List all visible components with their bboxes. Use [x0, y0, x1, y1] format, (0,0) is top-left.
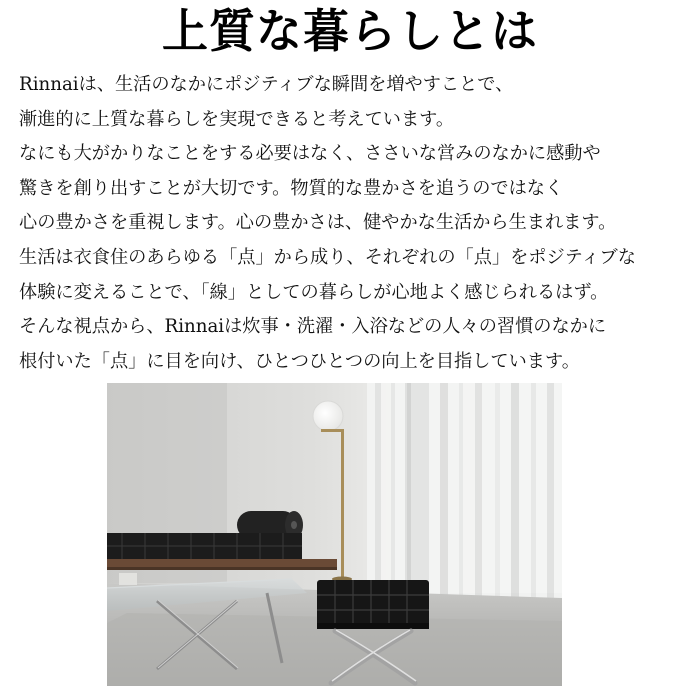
paragraph-line: 根付いた「点」に目を向け、ひとつひとつの向上を目指しています。 — [19, 350, 580, 372]
paragraph-line: 体験に変えることで、「線」としての暮らしが心地よく感じられるはず。 — [19, 281, 609, 303]
interior-photo — [107, 383, 562, 686]
curtain — [367, 383, 562, 608]
paragraph-line: 漸進的に上質な暮らしを実現できると考えています。 — [19, 108, 455, 130]
paragraph-line: 心の豊かさを重視します。心の豊かさは、健やかな生活から生まれます。 — [19, 212, 617, 234]
paragraph-line: そんな視点から、Rinnaiは炊事・洗濯・入浴などの人々の習慣のなかに — [19, 316, 607, 338]
interior-photo-illustration — [107, 383, 562, 686]
body-paragraph — [19, 68, 699, 379]
paragraph-line: 生活は衣食住のあらゆる「点」から成り、それぞれの「点」をポジティブな — [19, 246, 636, 268]
paragraph-line: Rinnaiは、生活のなかにポジティブな瞬間を増やすことで、 — [19, 74, 514, 95]
paragraph-line: 驚きを創り出すことが大切です。物質的な豊かさを追うのではなく — [19, 177, 564, 199]
paragraph-line: なにも大がかりなことをする必要はなく、ささいな営みのなかに感動や — [19, 143, 601, 165]
page-title: 上質な暮らしとは — [162, 4, 538, 58]
